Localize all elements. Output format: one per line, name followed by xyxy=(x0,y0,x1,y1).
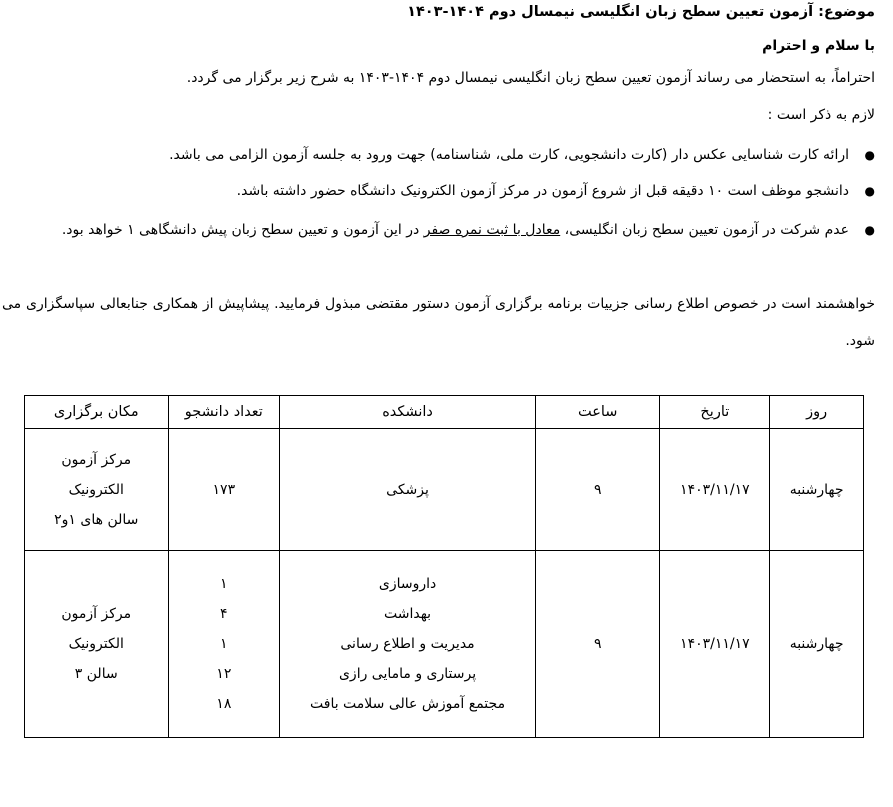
cell-count: ۱۷۳ xyxy=(168,429,280,551)
faculty-line: مجتمع آموزش عالی سلامت بافت xyxy=(310,696,506,712)
letter-paragraph: احتراماً، به استحضار می رساند آزمون تعیین سطح زبان انگلیسی نیمسال دوم ۱۴۰۴-۱۴۰۳ به شرح زیر برگزار می گردد. xyxy=(186,70,875,86)
bullet-text-underlined: معادل با ثبت نمره صفر xyxy=(423,222,561,238)
bullet-text: ارائه کارت شناسایی عکس دار (کارت دانشجویی، کارت ملی، شناسنامه) جهت ورود به جلسه آزمون الزامی می باشد. xyxy=(169,147,849,163)
place-line: مرکز آزمون xyxy=(61,451,132,468)
bullet-text: دانشجو موظف است ۱۰ دقیقه قبل از شروع آزمون در مرکز آزمون الکترونیک دانشگاه حضور داشته باشد. xyxy=(236,183,849,199)
cell-day: چهارشنبه xyxy=(770,429,864,551)
cell-faculties xyxy=(280,551,536,738)
exam-schedule-table xyxy=(24,395,864,738)
letter-greeting: با سلام و احترام xyxy=(762,38,875,54)
place-line: الکترونیک xyxy=(68,481,124,498)
header-faculty: دانشکده xyxy=(280,396,536,429)
bullet-id-card xyxy=(22,137,875,174)
cell-counts xyxy=(168,551,280,738)
bullet-dot-icon: ● xyxy=(864,223,875,237)
bullet-absence-penalty xyxy=(22,212,875,249)
count-line: ۱۲ xyxy=(216,666,232,682)
cell-faculty: پزشکی xyxy=(280,429,536,551)
table-row xyxy=(25,429,864,551)
bullet-dot-icon: ● xyxy=(864,148,875,162)
place-line: سالن های ۱و۲ xyxy=(54,511,139,528)
bullet-text-part1: عدم شرکت در آزمون تعیین سطح زبان انگلیسی، xyxy=(564,222,849,238)
bullet-text-part2: در این آزمون و تعیین سطح زبان پیش دانشگاهی ۱ خواهد بود. xyxy=(61,222,420,238)
letter-closing: خواهشمند است در خصوص اطلاع رسانی جزییات برنامه برگزاری آزمون دستور مقتضی مبذول فرمایید. پیشاپیش از همکاری جنابعالی سپاسگزاری می شود. xyxy=(2,296,875,349)
note-intro: لازم به ذکر است : xyxy=(767,107,875,123)
place-line: الکترونیک xyxy=(68,636,124,652)
cell-time: ۹ xyxy=(535,429,660,551)
faculty-line: مدیریت و اطلاع رسانی xyxy=(340,636,475,652)
count-line: ۱۸ xyxy=(216,696,232,712)
place-line: مرکز آزمون xyxy=(61,606,132,622)
header-place: مکان برگزاری xyxy=(25,396,169,429)
cell-place xyxy=(25,429,169,551)
header-date: تاریخ xyxy=(660,396,770,429)
header-count: تعداد دانشجو xyxy=(168,396,280,429)
cell-time: ۹ xyxy=(535,551,660,738)
bullet-dot-icon: ● xyxy=(864,184,875,198)
cell-place xyxy=(25,551,169,738)
cell-day: چهارشنبه xyxy=(770,551,864,738)
faculty-line: داروسازی xyxy=(378,576,437,592)
faculty-line: پرستاری و مامایی رازی xyxy=(338,666,477,682)
cell-date: ۱۴۰۳/۱۱/۱۷ xyxy=(660,551,770,738)
place-line: سالن ۳ xyxy=(74,666,118,682)
header-time: ساعت xyxy=(535,396,660,429)
count-line: ۱ xyxy=(220,576,228,592)
count-line: ۴ xyxy=(220,606,228,622)
faculty-line: بهداشت xyxy=(384,606,432,622)
count-line: ۱ xyxy=(220,636,228,652)
table-header-row xyxy=(25,396,864,429)
letter-subject: موضوع: آزمون تعیین سطح زبان انگلیسی نیمسال دوم ۱۴۰۴-۱۴۰۳ xyxy=(407,4,875,20)
header-day: روز xyxy=(770,396,864,429)
cell-date: ۱۴۰۳/۱۱/۱۷ xyxy=(660,429,770,551)
bullet-arrival-time xyxy=(22,173,875,210)
table-row xyxy=(25,551,864,738)
